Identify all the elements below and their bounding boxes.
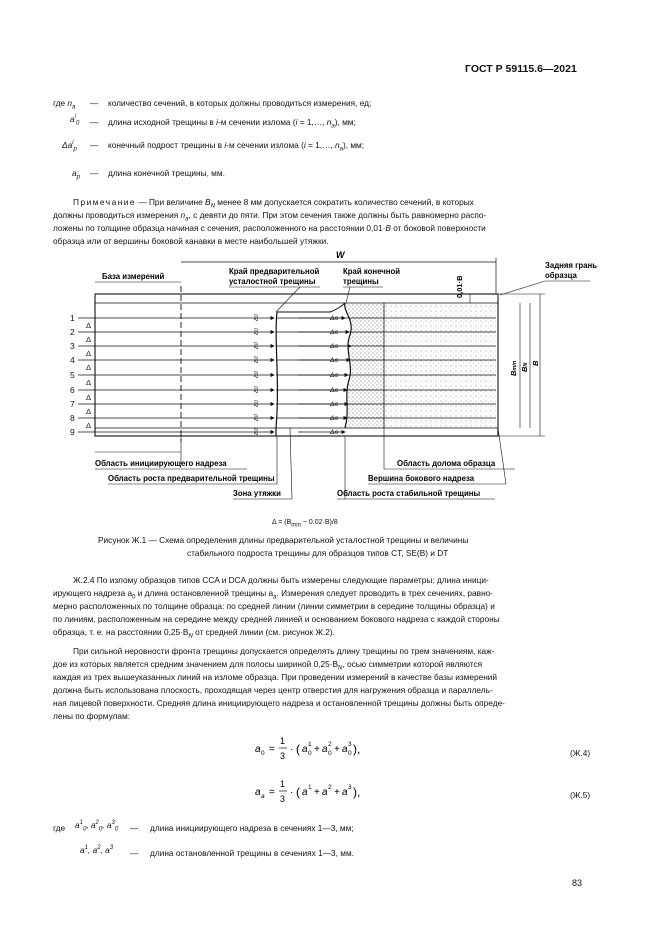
svg-text:B: B [531, 360, 540, 366]
svg-text:0: 0 [308, 750, 312, 757]
figure-caption-line-2: стабильного подроста трещины для образцов типов CT, SE(B) и DT [187, 548, 449, 558]
svg-text:+: + [314, 787, 320, 798]
delta-label: Δ [86, 378, 92, 387]
svg-text:),: ), [353, 785, 361, 799]
svg-text:a0: a0 [253, 414, 260, 421]
svg-text:Δa: Δa [330, 372, 338, 379]
def-text-ap: длина конечной трещины, мм. [108, 168, 225, 178]
def-dash: — [130, 848, 139, 858]
note-line-2: должны проводиться измерения $n_a$, с девяти до пяти. При этом сечения также должны быть равномерно распо- [53, 210, 487, 223]
delta-label: Δ [86, 407, 92, 416]
def2-text-1: длина инициирующего надреза в сечениях 1—3, мм; [150, 823, 354, 833]
svg-text:·: · [290, 787, 294, 798]
svg-text:Bmin: Bmin [509, 360, 518, 376]
svg-text:Δa: Δa [330, 329, 338, 336]
label-precrack-zone: Область роста предварительной трещины [108, 474, 275, 483]
formula-zh-4 [255, 730, 405, 766]
def-dash: — [90, 140, 99, 150]
svg-text:(: ( [296, 742, 300, 756]
label-precrack-front: Край предварительной [229, 267, 320, 276]
svg-text:Δa: Δa [330, 401, 338, 408]
svg-text:Δa: Δa [330, 357, 338, 364]
svg-text:Δa: Δa [330, 415, 338, 422]
row-number: 6 [70, 385, 75, 395]
svg-text:1: 1 [308, 741, 312, 748]
para2-line-3: каждая из трех вышеуказанных линий на изломе образца. При проведении измерений в качестве базы измерений [53, 672, 498, 682]
svg-text:a: a [342, 744, 348, 755]
row-number: 5 [70, 370, 75, 380]
row-number: 9 [70, 427, 75, 437]
svg-text:образца: образца [545, 271, 577, 280]
para2-line-1: При сильной неровности фронта трещины допускается определять длину трещины по трем значениям, каж- [73, 646, 495, 656]
def-text-a0i: длина исходной трещины в i-м сечении излома (i = 1,…, $n_a$), мм; [108, 117, 356, 130]
para1-line-4: по линиям, расположенным на середине между средней линией и основанием бокового надреза с каждой стороны [53, 614, 500, 624]
def-dash: — [90, 98, 99, 108]
svg-text:0: 0 [261, 750, 265, 757]
delta-label: Δ [86, 393, 92, 402]
label-side-groove: Вершина бокового надреза [368, 474, 475, 483]
formula-zh-5 [255, 773, 405, 809]
para1-line-1: Ж.2.4 По излому образцов типов CCA и DCA должны быть измерены следующие параметры: длина иници- [73, 575, 489, 585]
delta-label: Δ [86, 421, 92, 430]
def-where: где $n_a$ [53, 98, 76, 111]
formula-number-zh-5: (Ж.5) [570, 790, 591, 800]
svg-text:a0: a0 [253, 386, 260, 393]
para2-line-4: должна быть использована плоскость, проходящая через центр отверстия для нагружения образца и параллель- [53, 685, 493, 695]
note-line-1: Примечание — При величине $B_N$ менее 8 мм допускается сократить количество сечений, в которых [73, 197, 474, 210]
svg-text:3: 3 [348, 784, 352, 791]
svg-text:a: a [261, 793, 265, 800]
def-symbol-a0i: $a^i_0$ [70, 114, 80, 127]
svg-text:3: 3 [280, 751, 286, 761]
svg-text:a: a [255, 787, 261, 798]
delta-label: Δ [86, 363, 92, 372]
svg-text:=: = [269, 787, 275, 798]
para1-line-2: ирующего надреза $a_0$ и длина остановленной трещины $a_a$. Измерения следует проводить в трех сечениях, равно- [53, 588, 494, 601]
svg-text:BN: BN [520, 362, 529, 372]
note-line-3: ложены по толщине образца начиная с сечения, расположенного на расстоянии 0,01·B от боковой поверхности [53, 223, 486, 233]
figure-delta-formula: $\Delta = (B_{min} - 0.02\cdot B)/8$ [272, 519, 338, 529]
def-symbol-ap: $a_p$ [72, 168, 80, 181]
formula-number-zh-4: (Ж.4) [570, 748, 591, 758]
svg-text:+: + [334, 787, 340, 798]
svg-text:a: a [302, 787, 308, 798]
svg-text:=: = [269, 744, 275, 755]
label-stretch-zone: Зона утяжки [233, 489, 281, 498]
svg-text:2: 2 [328, 741, 332, 748]
def-dash: — [90, 117, 99, 127]
final-break-region [384, 303, 496, 428]
label-final-break: Область долома образца [397, 459, 496, 468]
svg-text:3: 3 [348, 741, 352, 748]
row-number: 8 [70, 413, 75, 423]
svg-text:1: 1 [280, 779, 286, 789]
def2-text-2: длина остановленной трещины в сечениях 1—3, мм. [150, 848, 354, 858]
para2-line-5: ная лицевой поверхности. Средняя длина инициирующего надреза и остановленной трещины должны быть опреде- [53, 698, 505, 708]
def2-symbols-a: $a^1$, $a^2$, $a^3$ [80, 845, 114, 855]
def2-symbols-a0: $a^1_0$, $a^2_0$, $a^3_0$ [75, 820, 119, 833]
para1-line-3: мерно расположенных по толщине образца: по средней линии (линии симметрии в середине толщины образца) и [53, 601, 495, 611]
svg-text:2: 2 [328, 784, 332, 791]
row-number: 1 [70, 313, 75, 323]
svg-text:0: 0 [328, 750, 332, 757]
svg-text:+: + [334, 744, 340, 755]
para2-line-2: дое из которых является средним значением для полосы шириной $0,25\cdot B_N$, осью симметрии которой являются [53, 659, 483, 672]
svg-text:a0: a0 [253, 371, 260, 378]
label-final-front: Край конечной [343, 267, 401, 276]
label-W: W [336, 250, 345, 260]
delta-label: Δ [86, 335, 92, 344]
label-001B: 0,01·B [455, 275, 464, 298]
svg-text:1: 1 [308, 784, 312, 791]
svg-text:+: + [314, 744, 320, 755]
def-symbol-dapi: $\Delta a^i_p$ [62, 140, 77, 153]
def-text-na: количество сечений, в которых должны проводиться измерения, ед; [108, 98, 372, 108]
svg-text:·: · [290, 744, 294, 755]
delta-label: Δ [86, 321, 92, 330]
svg-text:3: 3 [280, 794, 286, 804]
def-dash: — [90, 168, 99, 178]
svg-text:Δa: Δa [330, 315, 338, 322]
label-back-face: Задняя грань [545, 261, 597, 270]
precrack-front-line [276, 312, 277, 436]
svg-text:),: ), [353, 742, 361, 756]
svg-text:a0: a0 [253, 314, 260, 321]
def-text-dapi: конечный подрост трещины в i-м сечении излома (i = 1,…, $n_a$), мм; [108, 140, 365, 153]
svg-text:a: a [322, 744, 328, 755]
svg-text:Δa: Δa [330, 429, 338, 436]
def2-where: где [53, 823, 66, 833]
page-number: 83 [572, 878, 583, 888]
svg-text:a0: a0 [253, 356, 260, 363]
svg-text:a: a [255, 744, 261, 755]
label-init-zone: Область инициирующего надреза [95, 459, 227, 468]
svg-text:a: a [342, 787, 348, 798]
row-number: 3 [70, 341, 75, 351]
svg-text:a0: a0 [253, 342, 260, 349]
para2-line-6: лены по формулам: [53, 711, 131, 721]
label-stable-zone: Область роста стабильной трещины [337, 489, 481, 498]
svg-text:a0: a0 [253, 328, 260, 335]
svg-text:трещины: трещины [343, 277, 379, 286]
svg-text:усталостной трещины: усталостной трещины [229, 277, 316, 286]
svg-text:a0: a0 [253, 400, 260, 407]
def-dash: — [130, 823, 139, 833]
page-header-standard: ГОСТ Р 59115.6—2021 [465, 63, 577, 75]
figure-caption-line-1: Рисунок Ж.1 — Схема определения длины предварительной усталостной трещины и величины [98, 535, 469, 545]
svg-text:1: 1 [280, 736, 286, 746]
svg-text:(: ( [296, 785, 300, 799]
svg-text:a: a [322, 787, 328, 798]
row-number: 4 [70, 355, 75, 365]
row-number: 2 [70, 327, 75, 337]
para1-line-5: образца, т. е. на расстоянии $0,25\cdot B_N$ от средней линии (см. рисунок Ж.2). [53, 627, 335, 640]
delta-label: Δ [86, 349, 92, 358]
svg-text:0: 0 [348, 750, 352, 757]
note-line-4: образца или от вершины боковой канавки в месте наибольшей утяжки. [53, 236, 329, 246]
svg-text:a: a [302, 744, 308, 755]
row-number: 7 [70, 399, 75, 409]
svg-text:Δa: Δa [330, 343, 338, 350]
svg-text:a0: a0 [253, 428, 260, 435]
svg-text:Δa: Δa [330, 387, 338, 394]
label-measurement-base: База измерений [102, 272, 165, 281]
